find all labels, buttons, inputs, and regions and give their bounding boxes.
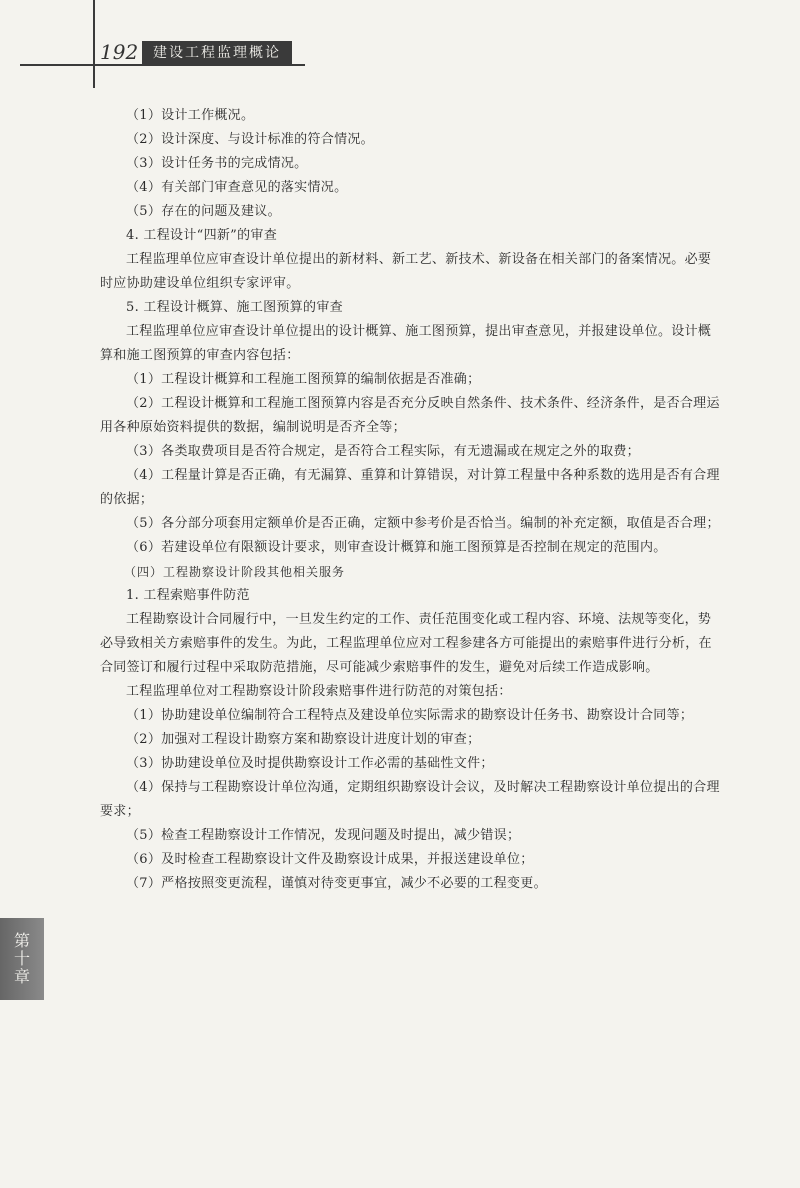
- paragraph: （5）各分部分项套用定额单价是否正确，定额中参考价是否恰当。编制的补充定额，取值是否合理；: [126, 516, 720, 531]
- paragraph: 工程监理单位应审查设计单位提出的设计概算、施工图预算，提出审查意见，并报建设单位。设计概算和施工图预算的审查内容包括：: [100, 324, 712, 363]
- paragraph: （1）设计工作概况。: [126, 108, 255, 123]
- subheading: 1. 工程索赔事件防范: [126, 588, 250, 603]
- paragraph: （3）设计任务书的完成情况。: [126, 156, 308, 171]
- paragraph: （6）及时检查工程勘察设计文件及勘察设计成果，并报送建设单位；: [126, 852, 534, 867]
- chapter-tab-char: 第: [13, 931, 30, 950]
- paragraph: （4）保持与工程勘察设计单位沟通，定期组织勘察设计会议，及时解决工程勘察设计单位提出的合理要求；: [100, 780, 720, 819]
- paragraph: （4）有关部门审查意见的落实情况。: [126, 180, 348, 195]
- paragraph: （1）协助建设单位编制符合工程特点及建设单位实际需求的勘察设计任务书、勘察设计合同等；: [126, 708, 694, 723]
- chapter-tab-char: 十: [13, 949, 30, 968]
- paragraph: （5）存在的问题及建议。: [126, 204, 281, 219]
- paragraph: （2）设计深度、与设计标准的符合情况。: [126, 132, 374, 147]
- paragraph: （3）各类取费项目是否符合规定，是否符合工程实际，有无遗漏或在规定之外的取费；: [126, 444, 640, 459]
- subheading: 5. 工程设计概算、施工图预算的审查: [126, 300, 343, 315]
- subheading: 4. 工程设计“四新”的审查: [126, 228, 278, 243]
- header-vertical-rule: [93, 0, 95, 88]
- page-body: [100, 104, 720, 896]
- paragraph: （6）若建设单位有限额设计要求，则审查设计概算和施工图预算是否控制在规定的范围内。: [126, 540, 667, 555]
- chapter-tab-char: 章: [13, 967, 30, 986]
- paragraph: 工程监理单位应审查设计单位提出的新材料、新工艺、新技术、新设备在相关部门的备案情况。必要时应协助建设单位组织专家评审。: [100, 252, 712, 291]
- paragraph: （4）工程量计算是否正确，有无漏算、重算和计算错误，对计算工程量中各种系数的选用是否有合理的依据；: [100, 468, 720, 507]
- page-number: 192: [100, 40, 139, 64]
- paragraph: 工程勘察设计合同履行中，一旦发生约定的工作、责任范围变化或工程内容、环境、法规等变化，势必导致相关方索赔事件的发生。为此，工程监理单位应对工程参建各方可能提出的索赔事件进行分析，在合同签订和履行过程中采取防范措施，尽可能减少索赔事件的发生，避免对后续工作造成影响。: [100, 612, 712, 675]
- paragraph: 工程监理单位对工程勘察设计阶段索赔事件进行防范的对策包括：: [126, 684, 512, 699]
- paragraph: （5）检查工程勘察设计工作情况，发现问题及时提出，减少错误；: [126, 828, 521, 843]
- chapter-tab: [0, 918, 44, 1000]
- paragraph: （7）严格按照变更流程，谨慎对待变更事宜，减少不必要的工程变更。: [126, 876, 547, 891]
- paragraph: （2）工程设计概算和工程施工图预算内容是否充分反映自然条件、技术条件、经济条件，是否合理运用各种原始资料提供的数据，编制说明是否齐全等；: [100, 396, 720, 435]
- paragraph: （1）工程设计概算和工程施工图预算的编制依据是否准确；: [126, 372, 481, 387]
- paragraph: （2）加强对工程设计勘察方案和勘察设计进度计划的审查；: [126, 732, 481, 747]
- book-title-banner: 建设工程监理概论: [142, 41, 292, 65]
- paragraph: （3）协助建设单位及时提供勘察设计工作必需的基础性文件；: [126, 756, 494, 771]
- section-heading: （四）工程勘察设计阶段其他相关服务: [124, 565, 346, 579]
